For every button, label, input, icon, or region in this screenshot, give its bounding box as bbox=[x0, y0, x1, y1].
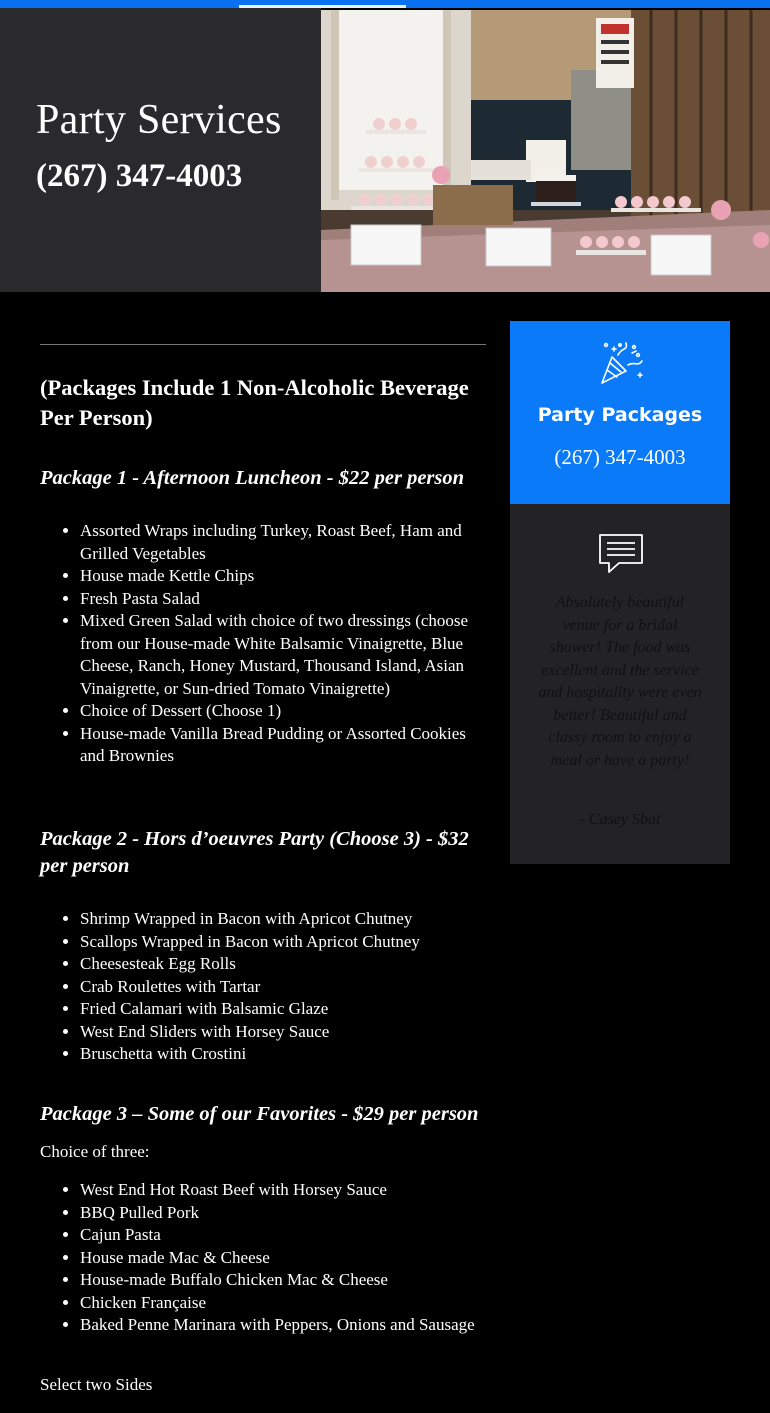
testimonial-text: Absolutely beautiful venue for a bridal shower! The food was excellent and the service and hospitality were even better! Beautiful and classy room to enjoy a meal or have a party! bbox=[538, 594, 702, 769]
package-2-title: Package 2 - Hors d’oeuvres Party (Choose 3) - $32 per person bbox=[40, 828, 469, 877]
list-item: • Cheesesteak Egg Rolls bbox=[80, 953, 480, 976]
list-item: • House made Kettle Chips bbox=[80, 565, 480, 588]
list-item: • West End Sliders with Horsey Sauce bbox=[80, 1021, 480, 1044]
list-item: • Shrimp Wrapped in Bacon with Apricot Chutney bbox=[80, 908, 480, 931]
list-item: • Chicken Française bbox=[80, 1292, 480, 1315]
list-item: • BBQ Pulled Pork bbox=[80, 1202, 480, 1225]
list-item: • Baked Penne Marinara with Peppers, Onions and Sausage bbox=[80, 1314, 480, 1337]
list-item: • Choice of Dessert (Choose 1) bbox=[80, 700, 480, 723]
list-item: • Mixed Green Salad with choice of two dressings (choose from our House-made White Balsamic Vinaigrette, Blue Cheese, Ranch, Honey Mustard, Thousand Island, Asian Vinaigrette, or Sun-dried Tomato Vinaigrette) bbox=[80, 610, 480, 700]
package-1-list bbox=[80, 520, 480, 768]
package-3-sides-note: Select two Sides bbox=[40, 1375, 153, 1394]
hero-banner bbox=[0, 8, 770, 292]
list-item: • Crab Roulettes with Tartar bbox=[80, 976, 480, 999]
list-item: • West End Hot Roast Beef with Horsey Sauce bbox=[80, 1179, 480, 1202]
card-phone-link[interactable]: (267) 347-4003 bbox=[554, 445, 686, 469]
party-packages-card bbox=[510, 321, 730, 504]
package-1-title: Package 1 - Afternoon Luncheon - $22 per person bbox=[40, 467, 465, 489]
list-item: • Fresh Pasta Salad bbox=[80, 588, 480, 611]
package-3-intro: Choice of three: bbox=[40, 1142, 150, 1161]
hero-text-panel bbox=[0, 8, 321, 292]
card-title: Party Packages bbox=[537, 404, 703, 426]
package-2-list bbox=[80, 908, 480, 1066]
page-title: Party Services bbox=[36, 97, 282, 143]
beverage-notice: (Packages Include 1 Non-Alcoholic Beverage Per Person) bbox=[40, 375, 469, 430]
list-item: • House-made Buffalo Chicken Mac & Cheese bbox=[80, 1269, 480, 1292]
testimonial-author: - Casey Sbat bbox=[579, 811, 661, 828]
party-room-photo bbox=[321, 10, 770, 292]
list-item: • Cajun Pasta bbox=[80, 1224, 480, 1247]
list-item: • House-made Vanilla Bread Pudding or Assorted Cookies and Brownies bbox=[80, 723, 480, 768]
speech-bubble-icon bbox=[597, 532, 645, 576]
list-item: • Assorted Wraps including Turkey, Roast Beef, Ham and Grilled Vegetables bbox=[80, 520, 480, 565]
package-3-title: Package 3 – Some of our Favorites - $29 per person bbox=[40, 1103, 479, 1125]
testimonial-card bbox=[510, 504, 730, 864]
top-accent-bar bbox=[0, 0, 770, 8]
list-item: • Scallops Wrapped in Bacon with Apricot Chutney bbox=[80, 931, 480, 954]
header-phone[interactable]: (267) 347-4003 bbox=[36, 158, 243, 194]
list-item: • House made Mac & Cheese bbox=[80, 1247, 480, 1270]
package-3-list bbox=[80, 1179, 480, 1337]
list-item: • Fried Calamari with Balsamic Glaze bbox=[80, 998, 480, 1021]
list-item: • Bruschetta with Crostini bbox=[80, 1043, 480, 1066]
divider bbox=[40, 344, 486, 345]
party-popper-icon bbox=[596, 339, 644, 387]
